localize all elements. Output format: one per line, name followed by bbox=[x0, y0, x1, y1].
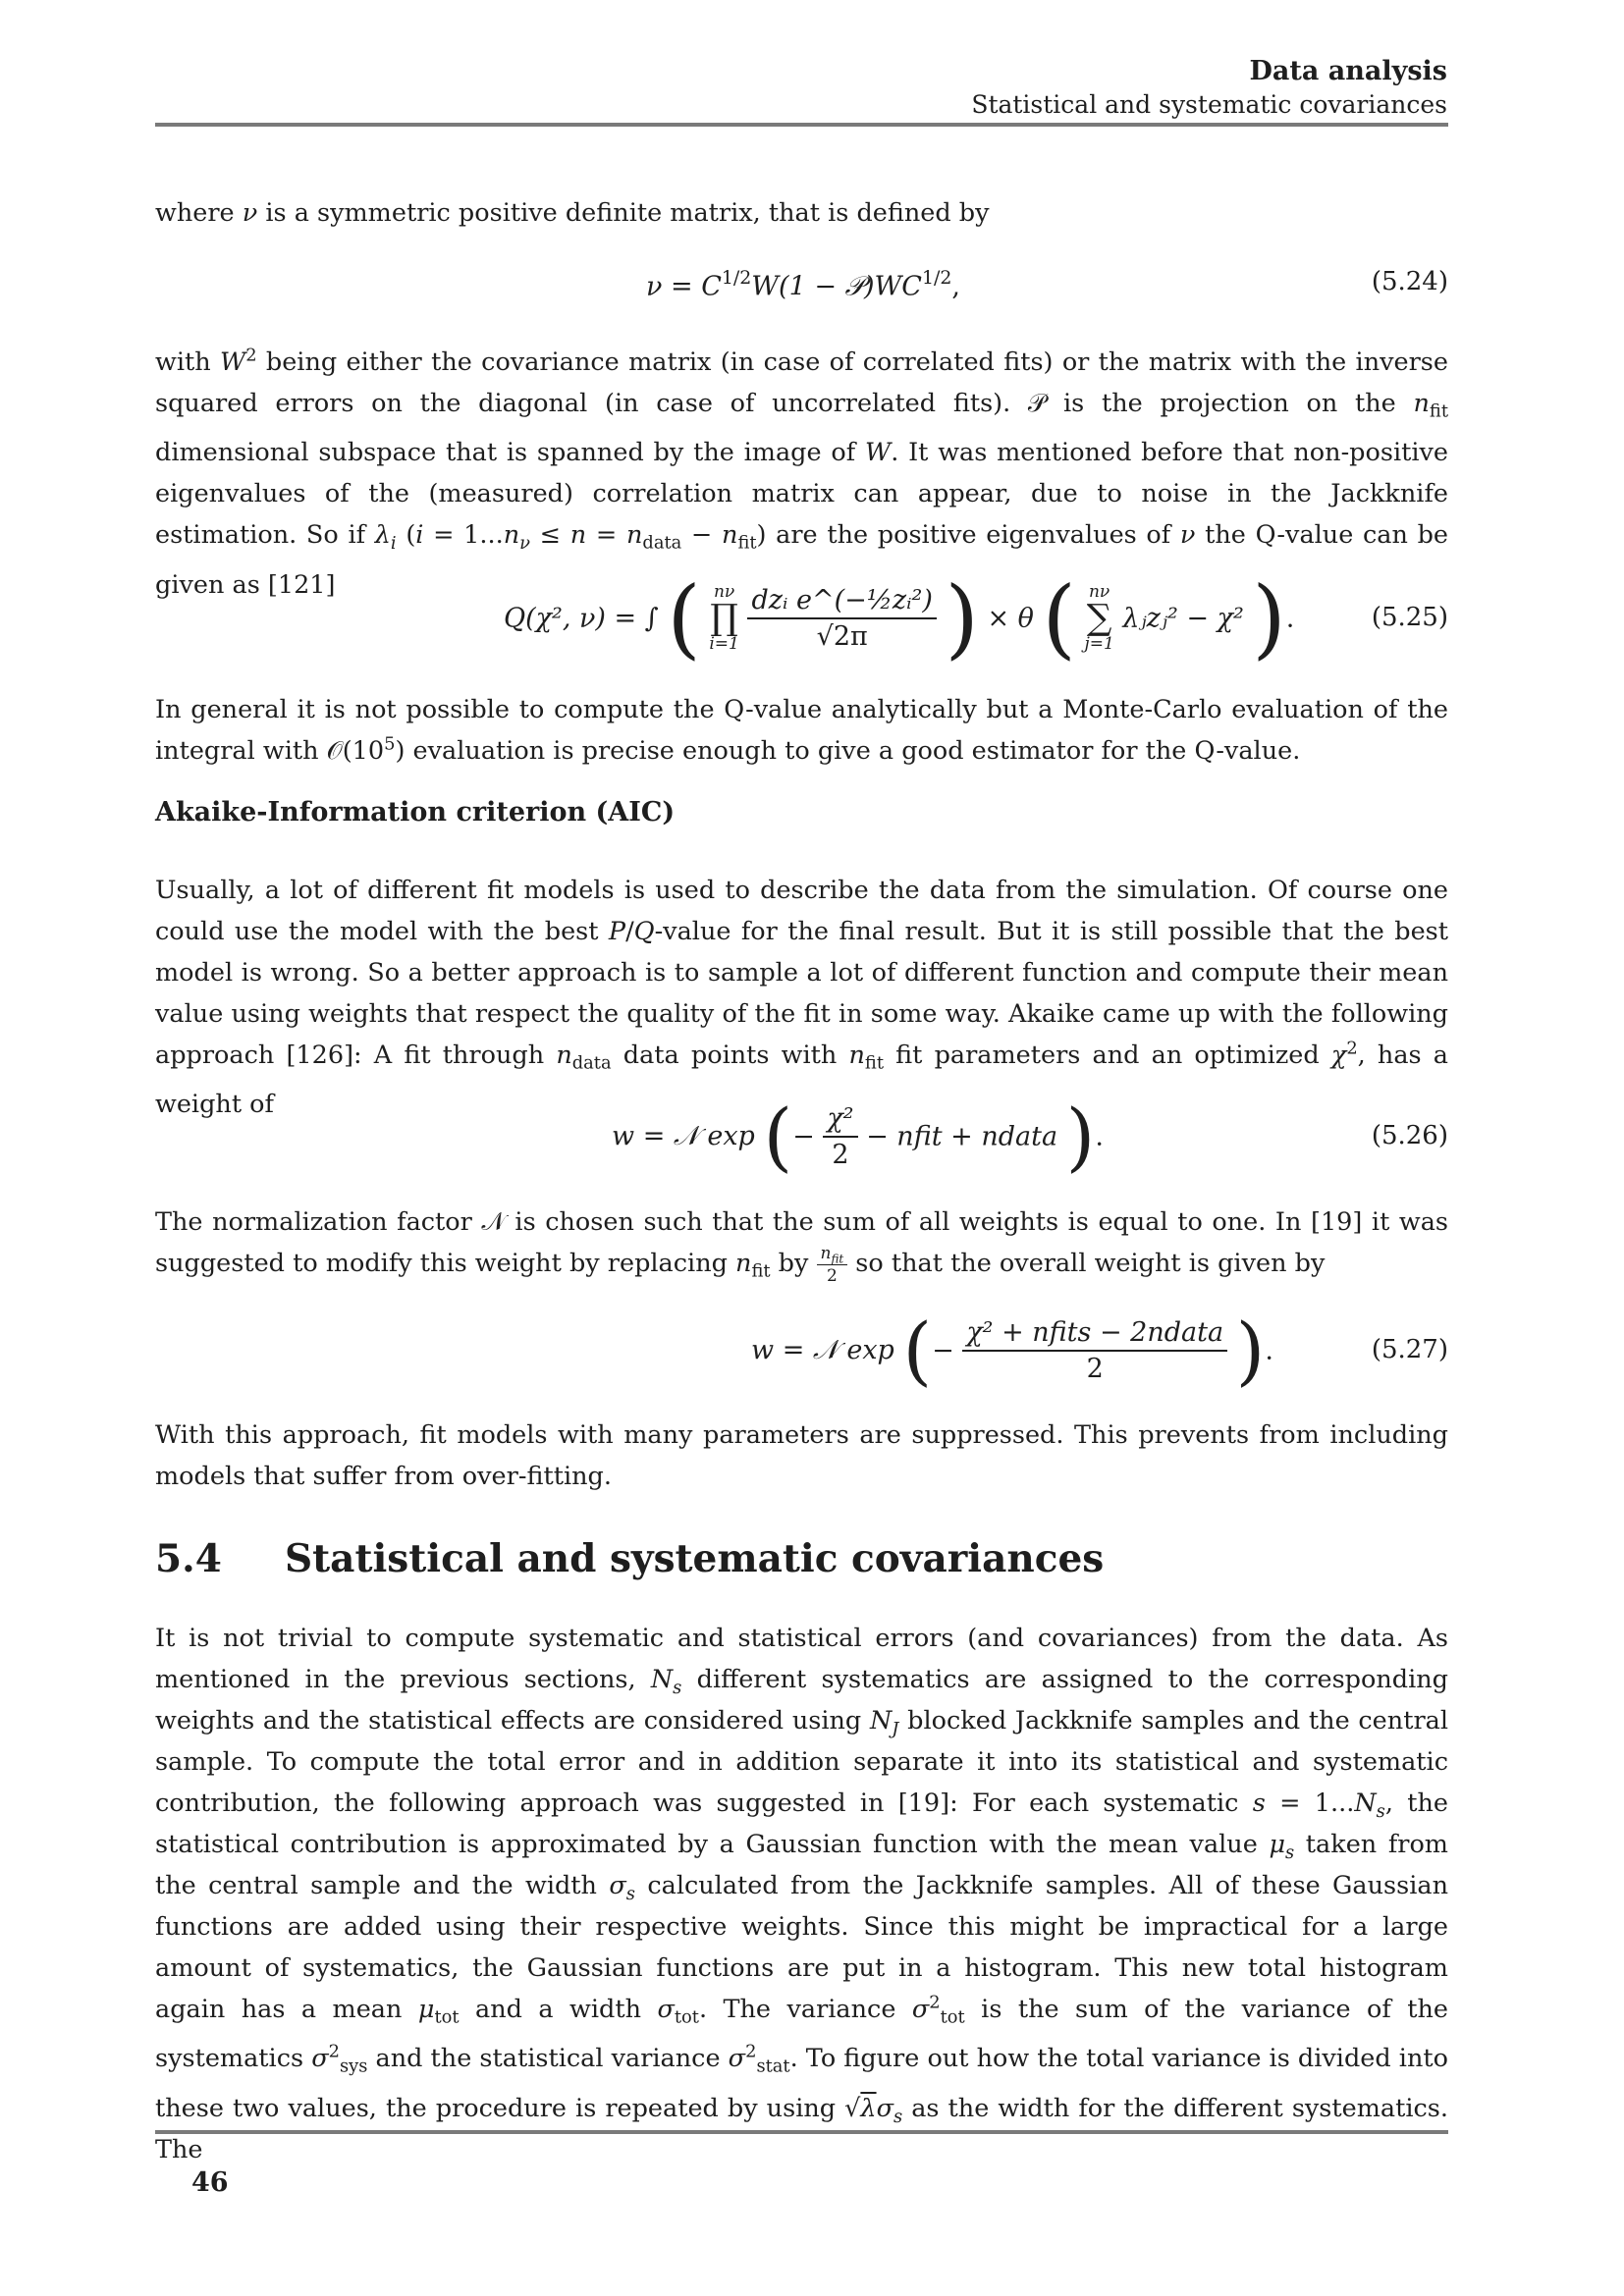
left-paren: ( bbox=[763, 1093, 793, 1180]
right-paren: ) bbox=[1235, 1307, 1266, 1394]
eq-5-25-times: × θ bbox=[987, 603, 1034, 634]
paragraph-normalization: The normalization factor 𝒩 is chosen such that the sum of all weights is equal to one. In [19] it was suggested to modify this weight by replacing $n_{fit}$ by $\frac{n_{fit}}{2}$ so that the overall weight is given by bbox=[155, 1207, 1448, 1286]
header-section: Statistical and systematic covariances bbox=[971, 90, 1447, 119]
equation-5-25-body bbox=[504, 567, 1295, 668]
eq-5-24-lhs: ν = C bbox=[646, 271, 722, 302]
frac-num: dzᵢ e^(−½zᵢ²) bbox=[747, 585, 936, 619]
paragraph-w-projection: with $W^2$ being either the covariance matrix (in case of correlated fits) or the matrix with the inverse squared errors on the diagonal (in case of uncorrelated fits). 𝒫 is the projection on the $n_{fit}$ dimensional subspace that is spanned by the image of W. It was mentioned before that non-positive eigenvalues of the (measured) correlation matrix can appear, due to noise in the Jackknife estimation. So if $\lambda_i$ $(i = 1...n_\nu \le n = n_{data} - n_{fit})$ are the positive eigenvalues of ν the Q-value can be given as [121] bbox=[155, 345, 1449, 600]
footer-rule bbox=[155, 2130, 1448, 2134]
equation-5-24-body bbox=[646, 267, 960, 302]
prod-upper: nν bbox=[713, 582, 735, 602]
eq-5-26-lhs: w = 𝒩 exp bbox=[612, 1121, 755, 1151]
eq-5-27-tail: . bbox=[1265, 1335, 1273, 1366]
frac-den: 2 bbox=[826, 1265, 838, 1286]
paragraph-monte-carlo: In general it is not possible to compute the Q-value analytically but a Monte-Carlo evaluation of the integral with $𝒪(10^5)$ evaluation is precise enough to give a good estimator for the Q-value. bbox=[155, 695, 1448, 766]
right-paren: ) bbox=[1252, 567, 1286, 668]
frac-den: 2 bbox=[1086, 1354, 1104, 1384]
eq-5-24-mid: W(1 − 𝒫)WC bbox=[751, 271, 922, 302]
frac-num: $n_{fit}$ bbox=[817, 1245, 848, 1265]
section-title: Statistical and systematic covariances bbox=[285, 1536, 1105, 1581]
sum-upper: nν bbox=[1088, 582, 1110, 602]
product-operator bbox=[709, 584, 739, 653]
left-paren: ( bbox=[902, 1307, 933, 1394]
prod-lower: i=1 bbox=[709, 634, 739, 654]
eq-5-25-tail: . bbox=[1285, 603, 1295, 634]
equation-5-25 bbox=[155, 567, 1448, 668]
paragraph-overfitting: With this approach, fit models with many parameters are suppressed. This prevents from including models that suffer from over-fitting. bbox=[155, 1420, 1448, 1491]
equation-number: (5.26) bbox=[1371, 1121, 1448, 1150]
eq-5-25-sum-body: λⱼzⱼ² − χ² bbox=[1122, 603, 1244, 634]
eq-5-25-lhs: Q(χ², ν) = ∫ bbox=[504, 603, 659, 634]
sum-lower: j=1 bbox=[1084, 634, 1114, 654]
eq-5-24-tail: , bbox=[951, 271, 960, 302]
section-number: 5.4 bbox=[155, 1536, 222, 1581]
page-number: 46 bbox=[191, 2167, 229, 2198]
equation-5-27-body bbox=[751, 1307, 1273, 1394]
right-paren: ) bbox=[1065, 1093, 1096, 1180]
eq-5-27-lhs: w = 𝒩 exp bbox=[751, 1335, 894, 1365]
prod-symbol: ∏ bbox=[710, 598, 738, 638]
equation-5-26-body bbox=[612, 1093, 1104, 1180]
eq-5-26-rest: − nfit + ndata bbox=[866, 1121, 1058, 1152]
nfit-half-fraction bbox=[817, 1245, 848, 1285]
frac-num: χ² + nfits − 2ndata bbox=[962, 1317, 1227, 1352]
aic-fraction bbox=[962, 1317, 1227, 1384]
equation-5-26 bbox=[155, 1093, 1448, 1180]
equation-number: (5.25) bbox=[1371, 603, 1448, 632]
running-header bbox=[971, 54, 1447, 121]
gaussian-fraction bbox=[747, 585, 936, 652]
frac-den: 2 bbox=[832, 1140, 849, 1170]
sum-operator bbox=[1084, 584, 1113, 653]
equation-5-24 bbox=[155, 267, 1448, 310]
frac-num: χ² bbox=[823, 1103, 857, 1138]
equation-5-27 bbox=[155, 1307, 1448, 1394]
eq-5-24-sup2: 1/2 bbox=[921, 267, 952, 289]
minus-sign: − bbox=[792, 1121, 815, 1152]
paragraph-aic: Usually, a lot of different fit models is used to describe the data from the simulation. Of course one could use the model with the best P/Q-value for the final result. But it is still possible that the best model is wrong. So a better approach is to sample a lot of different function and compute their mean value using weights that respect the quality of the fit in some way. Akaike came up with the following approach [126]: A fit through $n_{data}$ data points with $n_{fit}$ fit parameters and an optimized $\chi^2$, has a weight of bbox=[155, 876, 1449, 1120]
subsection-heading: Akaike-Information criterion (AIC) bbox=[155, 797, 676, 828]
paragraph-covariances: It is not trivial to compute systematic and statistical errors (and covariances) from the data. As mentioned in the previous sections, $N_s$ different systematics are assigned to the corresponding weights and the statistical effects are considered using $N_J$ blocked Jackknife samples and the central sample. To compute the total error and in addition separate it into its statistical and systematic contribution, the following approach was suggested in [19]: For each systematic $s = 1...N_s$, the statistical contribution is approximated by a Gaussian function with the mean value $\mu_s$ taken from the central sample and the width $\sigma_s$ calculated from the Jackknife samples. All of these Gaussian functions are added using their respective weights. Since this might be impractical for a large amount of systematics, the Gaussian functions are put in a histogram. This new total histogram again has a mean $\mu_{tot}$ and a width $\sigma_{tot}$. The variance $\sigma^2_{tot}$ is the sum of the variance of the systematics $\sigma^2_{sys}$ and the statistical variance $\sigma^2_{stat}$. To figure out how the total variance is divided into these two values, the procedure is repeated by using $√\lambda\sigma_s$ as the width for the different systematics. The bbox=[155, 1624, 1449, 2164]
left-paren: ( bbox=[667, 567, 701, 668]
eq-5-26-tail: . bbox=[1095, 1121, 1104, 1152]
left-paren: ( bbox=[1042, 567, 1076, 668]
chi-half-fraction bbox=[823, 1103, 857, 1170]
equation-number: (5.27) bbox=[1371, 1335, 1448, 1364]
right-paren: ) bbox=[945, 567, 979, 668]
equation-number: (5.24) bbox=[1371, 267, 1448, 296]
eq-5-24-sup1: 1/2 bbox=[721, 267, 752, 289]
header-chapter: Data analysis bbox=[1249, 56, 1447, 86]
frac-den: √2π bbox=[816, 621, 868, 652]
minus-sign: − bbox=[932, 1335, 954, 1366]
sum-symbol: ∑ bbox=[1086, 598, 1112, 638]
paragraph-nu-definition: where ν is a symmetric positive definite matrix, that is defined by bbox=[155, 198, 990, 228]
header-rule bbox=[155, 123, 1448, 127]
